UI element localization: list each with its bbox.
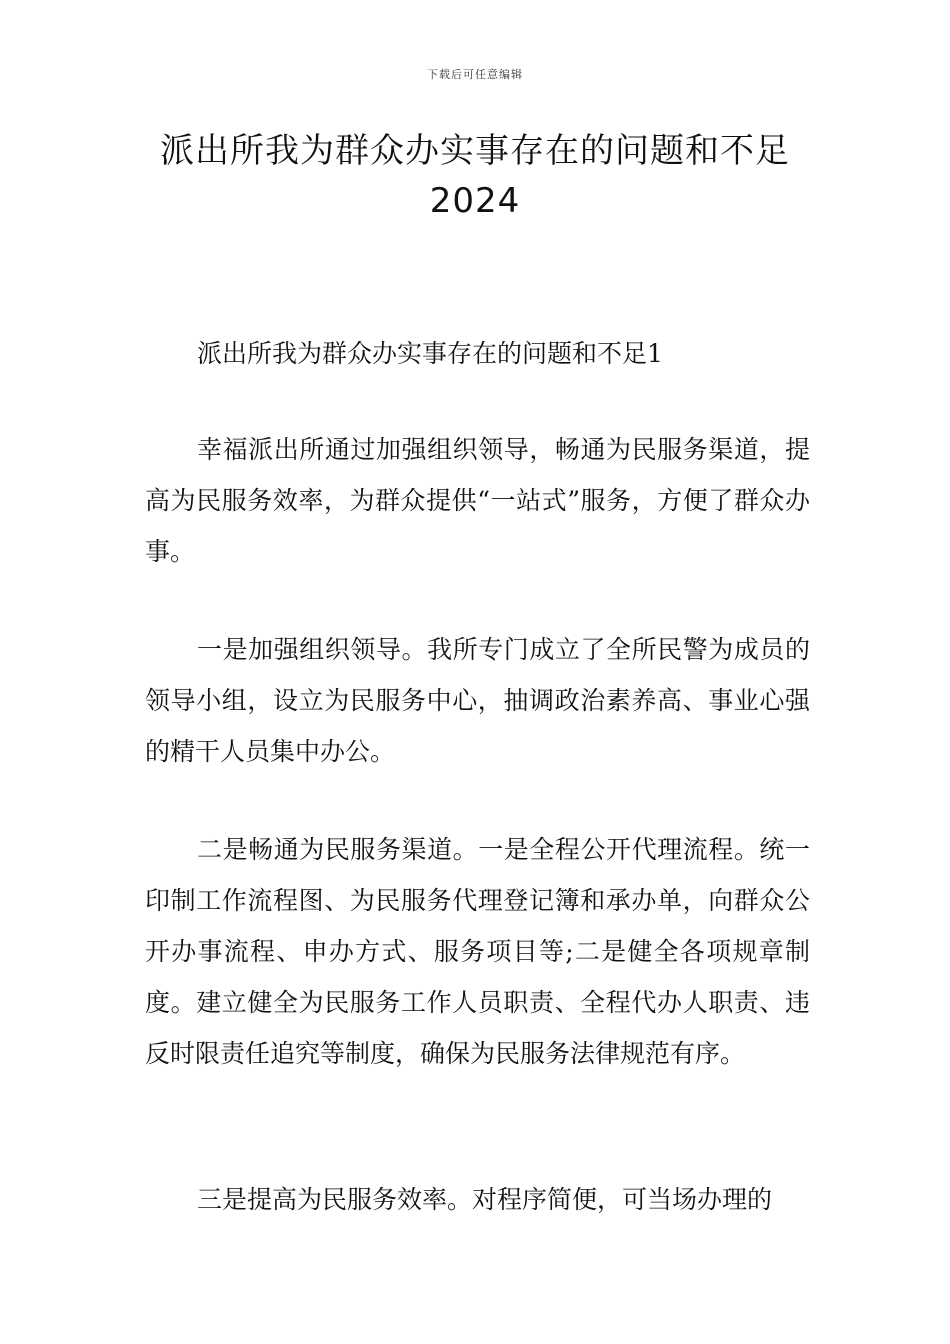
header-note: 下载后可任意编辑 (427, 68, 523, 81)
paragraph-1: 幸福派出所通过加强组织领导，畅通为民服务渠道，提高为民服务效率，为群众提供“一站式”服务，方便了群众办事。 (145, 435, 810, 566)
section-heading: 派出所我为群众办实事存在的问题和不足1 (197, 339, 663, 368)
paragraph-2: 一是加强组织领导。我所专门成立了全所民警为成员的领导小组，设立为民服务中心，抽调政治素养高、事业心强的精干人员集中办公。 (145, 635, 810, 766)
title-line-2: 2024 (429, 181, 521, 221)
paragraph-4: 三是提高为民服务效率。对程序简便，可当场办理的 (197, 1185, 773, 1214)
paragraph-3: 二是畅通为民服务渠道。一是全程公开代理流程。统一印制工作流程图、为民服务代理登记簿和承办单，向群众公开办事流程、申办方式、服务项目等;二是健全各项规章制度。建立健全为民服务工作人员职责、全程代办人职责、违反时限责任追究等制度，确保为民服务法律规范有序。 (145, 835, 810, 1068)
title-line-1: 派出所我为群众办实事存在的问题和不足 (160, 131, 790, 171)
document-title (120, 126, 830, 226)
